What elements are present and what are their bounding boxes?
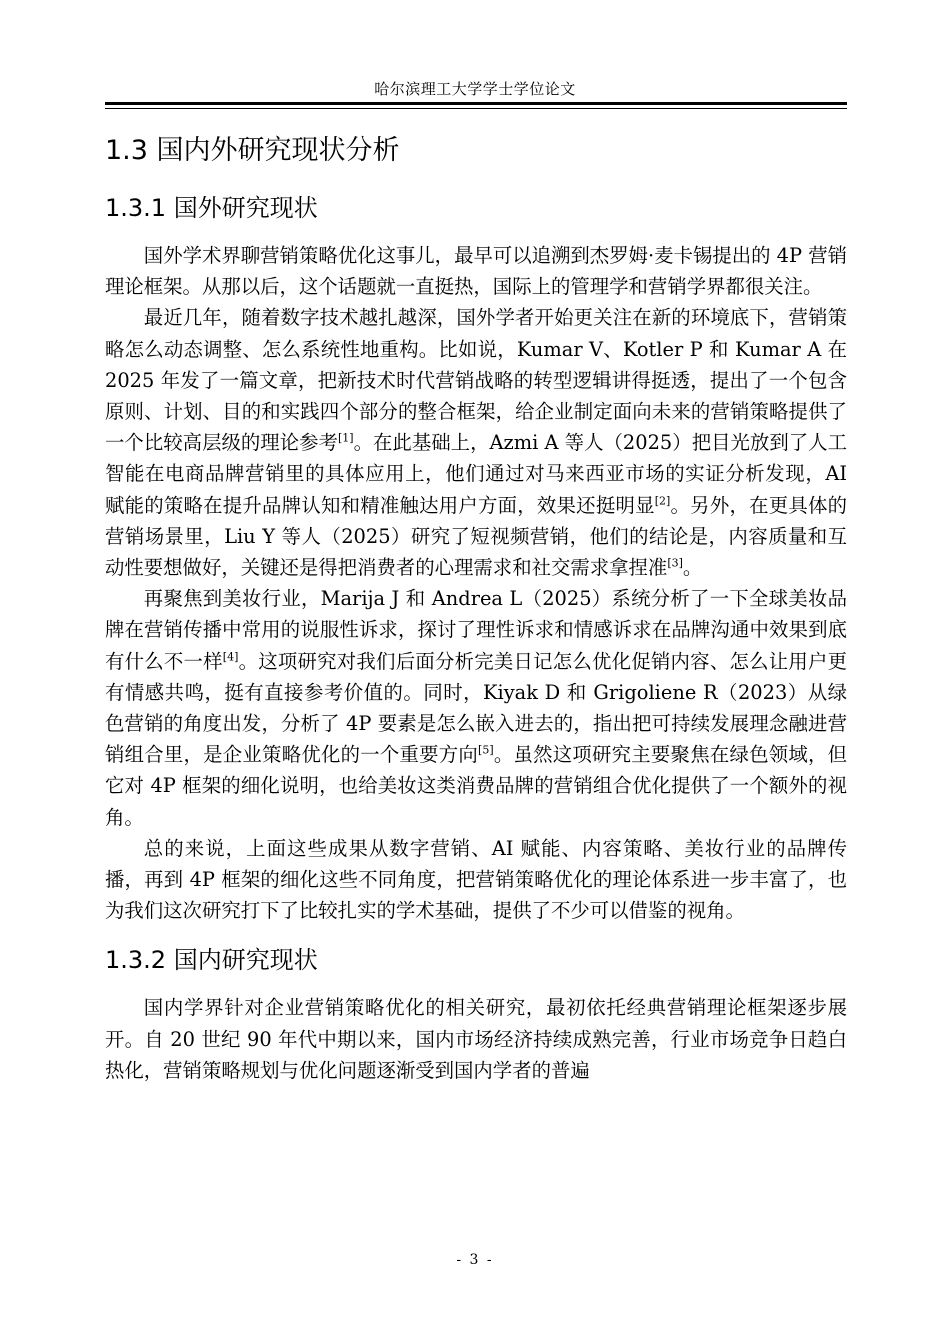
paragraph-text: 。另外，在更具体的营销场景里，Liu Y 等人（2025）研究了短视频营销，他们的结论是，内容质量和互动性要想做好，关键还是得把消费者的心理需求和社交需求拿捏准	[105, 493, 848, 580]
citation-ref: [5]	[478, 743, 494, 757]
paragraph-text: 。在此基础上，Azmi A 等人（2025）把目光放到了人工智能在电商品牌营销里的具体应用上，他们通过对马来西亚市场的实证分析发现，AI 赋能的策略在提升品牌认知和精准触达用户方面，效果还挺明显	[105, 431, 847, 517]
subsection-heading-foreign: 1.3.1 国外研究现状	[105, 194, 318, 222]
citation-ref: [1]	[337, 431, 354, 445]
header-rule-thick	[105, 102, 847, 105]
paragraph-text: 。虽然这项研究主要聚焦在绿色领域，但它对 4P 框架的细化说明，也给美妆这类消费品牌的营销组合优化提供了一个额外的视角。	[105, 743, 848, 829]
running-header: 哈尔滨理工大学学士学位论文	[374, 80, 576, 98]
citation-ref: [4]	[222, 650, 239, 664]
paragraph-text: 最近几年，随着数字技术越扎越深，国外学者开始更关注在新的环境底下，营销策略怎么动态调整、怎么系统性地重构。比如说，Kumar V、Kotler P 和 Kumar A 在 2025 年发了一篇文章，把新技术时代营销战略的转型逻辑讲得挺透，提出了一个包含原则、计划、目的和实践四个部分的整合框架，给企业制定面向未来的营销策略提供了一个比较高层级的理论参考	[105, 306, 847, 455]
paragraph-foreign-4: 总的来说，上面这些成果从数字营销、AI 赋能、内容策略、美妆行业的品牌传播，再到 4P 框架的细化这些不同角度，把营销策略优化的理论体系进一步丰富了，也为我们这次研究打下了比较扎实的学术基础，提供了不少可以借鉴的视角。	[105, 836, 847, 923]
citation-ref: [2]	[654, 494, 671, 508]
paragraph-foreign-1: 国外学术界聊营销策略优化这事儿，最早可以追溯到杰罗姆·麦卡锡提出的 4P 营销理论框架。从那以后，这个话题就一直挺热，国际上的管理学和营销学界都很关注。	[105, 244, 847, 299]
subsection-heading-domestic: 1.3.2 国内研究现状	[105, 946, 318, 975]
paragraph-text: 再聚焦到美妆行业，Marija J 和 Andrea L（2025）系统分析了一下全球美妆品牌在营销传播中常用的说服性诉求，探讨了理性诉求和情感诉求在品牌沟通中效果到底有什么不一样	[105, 587, 847, 673]
page-number: - 3 -	[456, 1252, 494, 1268]
paragraph-text: 。	[682, 556, 703, 580]
citation-ref: [3]	[667, 556, 683, 570]
page-body	[105, 128, 847, 1086]
paragraph-text: 。这项研究对我们后面分析完美日记怎么优化促销内容、怎么让用户更有情感共鸣，挺有直接参考价值的。同时，Kiyak D 和 Grigoliene R（2023）从绿色营销的角度出发，分析了 4P 要素是怎么嵌入进去的，指出把可持续发展理念融进营销组合里，是企业策略优化的一个重要方向	[105, 649, 847, 767]
paragraph-domestic-1: 国内学界针对企业营销策略优化的相关研究，最初依托经典营销理论框架逐步展开。自 20 世纪 90 年代中期以来，国内市场经济持续成熟完善，行业市场竞争日趋白热化，营销策略规划与优化问题逐渐受到国内学者的普遍	[105, 996, 847, 1082]
paragraph-foreign-2	[105, 302, 847, 583]
section-heading: 1.3 国内外研究现状分析	[105, 135, 400, 166]
header-rule-thin	[105, 108, 847, 109]
paragraph-foreign-3	[105, 583, 847, 833]
